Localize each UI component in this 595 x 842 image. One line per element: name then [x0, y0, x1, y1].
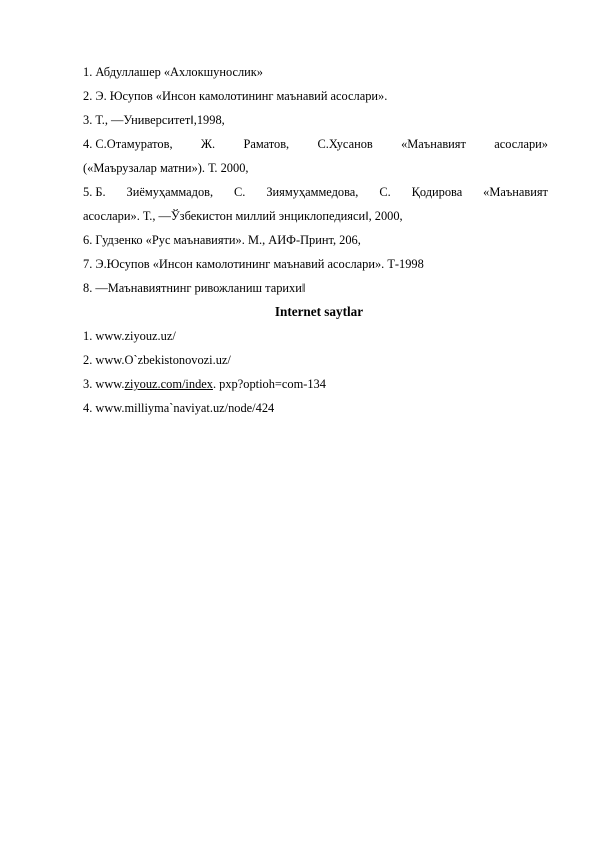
reference-5-word: «Маънавият [483, 185, 548, 199]
reference-4-word: Ж. [200, 137, 216, 151]
site-3 [83, 376, 548, 392]
reference-3: 3. Т., ―Университет‖,1998, [83, 113, 225, 127]
site-4: 4. www.milliyma`naviyat.uz/node/424 [83, 401, 275, 415]
site-3-link[interactable]: ziyouz.com/index [124, 377, 213, 391]
site-1: 1. www.ziyouz.uz/ [83, 329, 176, 343]
reference-6: 6. Гудзенко «Рус маънавияти». М., АИФ-Принт, 206, [83, 233, 361, 247]
reference-4-word: С.Хусанов [317, 137, 373, 151]
reference-8: 8. ―Маънавиятнинг ривожланиш тарихи‖ [83, 281, 306, 295]
site-2: 2. www.O`zbekistonovozi.uz/ [83, 353, 231, 367]
reference-5-line-2: асослари». Т., ―Ўзбекистон миллий энциклопедияси‖, 2000, [83, 209, 403, 223]
site-3-suffix: . рхр?optioh=com-134 [212, 377, 326, 391]
reference-4-line-1 [83, 136, 548, 152]
reference-4-word: асослари» [494, 137, 548, 151]
reference-2: 2. Э. Юсупов «Инсон камолотининг маънавий асослари». [83, 89, 388, 103]
reference-7: 7. Э.Юсупов «Инсон камолотининг маънавий асослари». Т-1998 [83, 257, 424, 271]
reference-5-word: Қодирова [411, 185, 463, 199]
reference-5-line-1 [83, 184, 548, 200]
reference-4-word: 4. С.Отамуратов, [83, 137, 173, 151]
reference-5-word: Зиямуҳаммедова, [266, 185, 359, 199]
reference-4-word: Раматов, [243, 137, 290, 151]
reference-5-word: С. [379, 185, 391, 199]
reference-4-word: «Маънавият [401, 137, 466, 151]
reference-4-line-2: («Маърузалар матни»). Т. 2000, [83, 161, 249, 175]
reference-5-word: Зиёмуҳаммадов, [126, 185, 214, 199]
internet-heading: Internet saytlar [274, 304, 364, 319]
reference-5-word: 5. Б. [83, 185, 106, 199]
reference-5-word: С. [234, 185, 246, 199]
reference-1: 1. Абдуллашер «Ахлокшунослик» [83, 65, 263, 79]
site-3-prefix: 3. www. [83, 377, 125, 391]
